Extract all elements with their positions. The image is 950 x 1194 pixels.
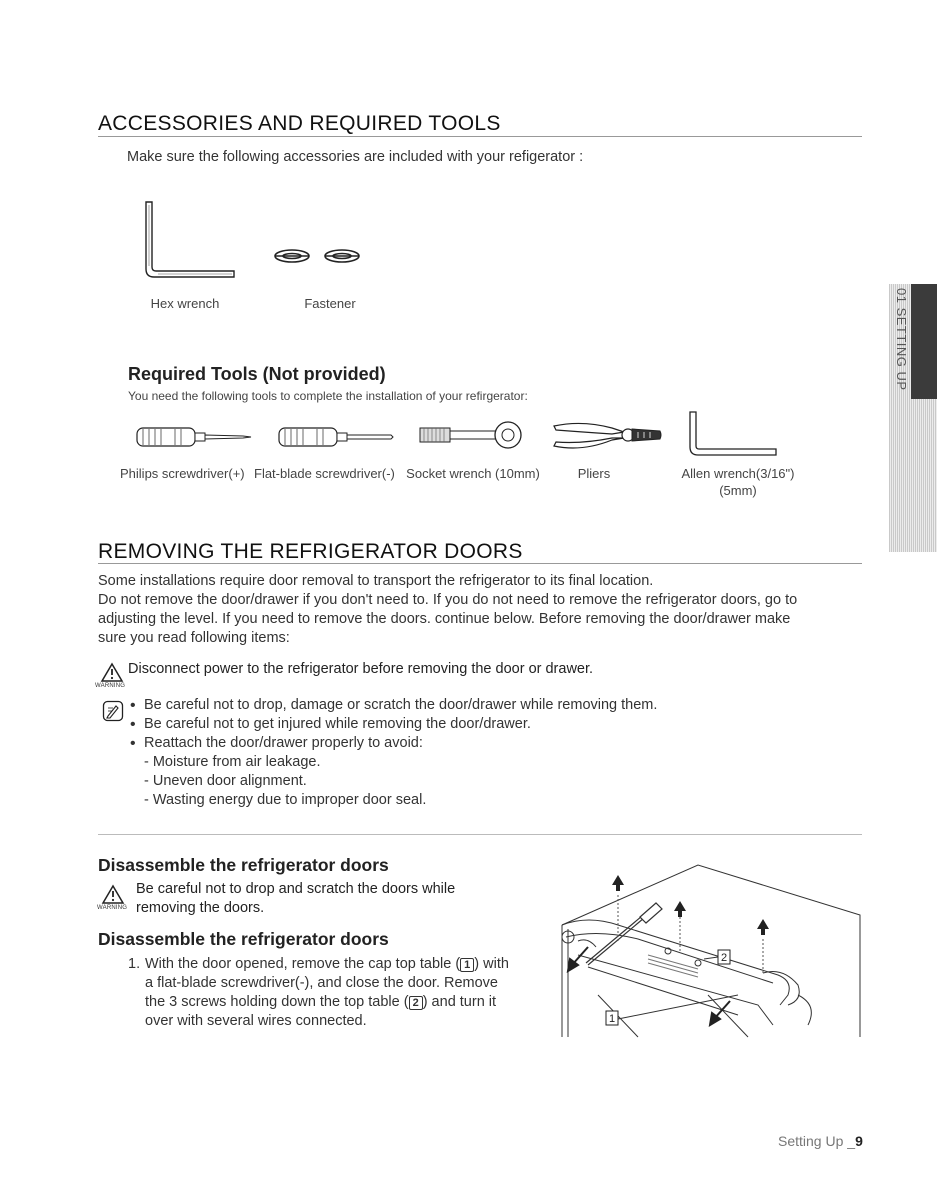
illustration-callout-2: 2 bbox=[720, 952, 728, 964]
required-tools-title: Required Tools (Not provided) bbox=[128, 364, 386, 384]
allen-wrench-icon bbox=[686, 410, 782, 458]
tool-label-socket-wrench: Socket wrench (10mm) bbox=[406, 466, 540, 481]
caution-subitem: - Wasting energy due to improper door seal. bbox=[144, 792, 427, 808]
footer-section: Setting Up _ bbox=[778, 1133, 856, 1149]
section-rule bbox=[98, 563, 862, 564]
fastener-icon bbox=[270, 243, 370, 269]
step-line-2: a flat-blade screwdriver(-), and close the door. Remove bbox=[145, 975, 498, 991]
tool-label-allen-size: (5mm) bbox=[719, 483, 757, 498]
caution-item: • Be careful not to drop, damage or scratch the door/drawer while removing them. bbox=[128, 696, 828, 715]
removing-para1: Some installations require door removal to transport the refrigerator to its final location. bbox=[98, 573, 654, 589]
callout-box-1: 1 bbox=[460, 958, 474, 972]
caution-list bbox=[128, 696, 828, 753]
caution-item: • Be careful not to get injured while removing the door/drawer. bbox=[128, 715, 828, 734]
chapter-side-tab bbox=[889, 284, 937, 552]
warning-icon bbox=[100, 662, 124, 682]
step-text: With the door opened, remove the cap top table ( bbox=[145, 956, 461, 972]
step-number: 1. bbox=[128, 956, 141, 972]
philips-screwdriver-icon bbox=[135, 424, 255, 450]
step-text: ) with bbox=[474, 956, 509, 972]
disassemble-title-1: Disassemble the refrigerator doors bbox=[98, 855, 389, 875]
refrigerator-top-illustration bbox=[548, 855, 863, 1040]
removing-para2-line3: sure you read following items: bbox=[98, 630, 290, 646]
caution-subitem: - Moisture from air leakage. bbox=[144, 754, 321, 770]
warning-label: WARNING bbox=[97, 905, 128, 911]
section-rule bbox=[98, 136, 862, 137]
pliers-icon bbox=[552, 418, 664, 456]
accessory-label-hex-wrench: Hex wrench bbox=[150, 296, 220, 311]
flat-screwdriver-icon bbox=[277, 424, 397, 450]
warning-text: Disconnect power to the refrigerator before removing the door or drawer. bbox=[128, 661, 594, 677]
required-tools-intro: You need the following tools to complete the installation of your refirgerator: bbox=[128, 389, 528, 403]
tool-label-allen: Allen wrench(3/16") bbox=[681, 466, 795, 481]
chapter-tab-label: 01 SETTING UP bbox=[894, 288, 909, 391]
tool-label-flat-blade: Flat-blade screwdriver(-) bbox=[254, 466, 395, 481]
accessory-label-fastener: Fastener bbox=[304, 296, 356, 311]
section-rule bbox=[98, 834, 862, 835]
tool-label-pliers: Pliers bbox=[577, 466, 611, 481]
page-number: 9 bbox=[855, 1133, 863, 1149]
section-title-accessories: ACCESSORIES AND REQUIRED TOOLS bbox=[98, 112, 501, 135]
note-icon bbox=[102, 700, 124, 722]
page-footer bbox=[778, 1133, 863, 1149]
warning-label: WARNING bbox=[95, 683, 126, 689]
removing-para2-line2: adjusting the level. If you need to remove the doors. continue below. Before removing the door/drawer make bbox=[98, 611, 791, 627]
warning-icon bbox=[101, 884, 125, 904]
removing-para2-line1: Do not remove the door/drawer if you don't need to. If you do not need to remove the refrigerator doors, go to bbox=[98, 592, 798, 608]
accessories-intro: Make sure the following accessories are included with your refigerator : bbox=[127, 149, 584, 165]
step-text: the 3 screws holding down the top table ( bbox=[145, 994, 409, 1010]
step-line-1 bbox=[145, 955, 509, 974]
step-line-3 bbox=[145, 993, 496, 1012]
hex-wrench-icon bbox=[140, 200, 240, 280]
chapter-tab-marker bbox=[911, 284, 937, 399]
disassemble-title-2: Disassemble the refrigerator doors bbox=[98, 929, 389, 949]
socket-wrench-icon bbox=[418, 420, 524, 452]
section-title-removing-doors: REMOVING THE REFRIGERATOR DOORS bbox=[98, 540, 523, 563]
step-line-4: over with several wires connected. bbox=[145, 1013, 367, 1029]
door-warning-line1: Be careful not to drop and scratch the doors while bbox=[136, 881, 456, 897]
illustration-callout-1: 1 bbox=[608, 1013, 616, 1025]
tool-label-philips: Philips screwdriver(+) bbox=[120, 466, 245, 481]
step-text: ) and turn it bbox=[422, 994, 497, 1010]
caution-item: • Reattach the door/drawer properly to avoid: bbox=[128, 734, 828, 753]
callout-box-2: 2 bbox=[409, 996, 423, 1010]
door-warning-line2: removing the doors. bbox=[136, 900, 265, 916]
caution-subitem: - Uneven door alignment. bbox=[144, 773, 307, 789]
